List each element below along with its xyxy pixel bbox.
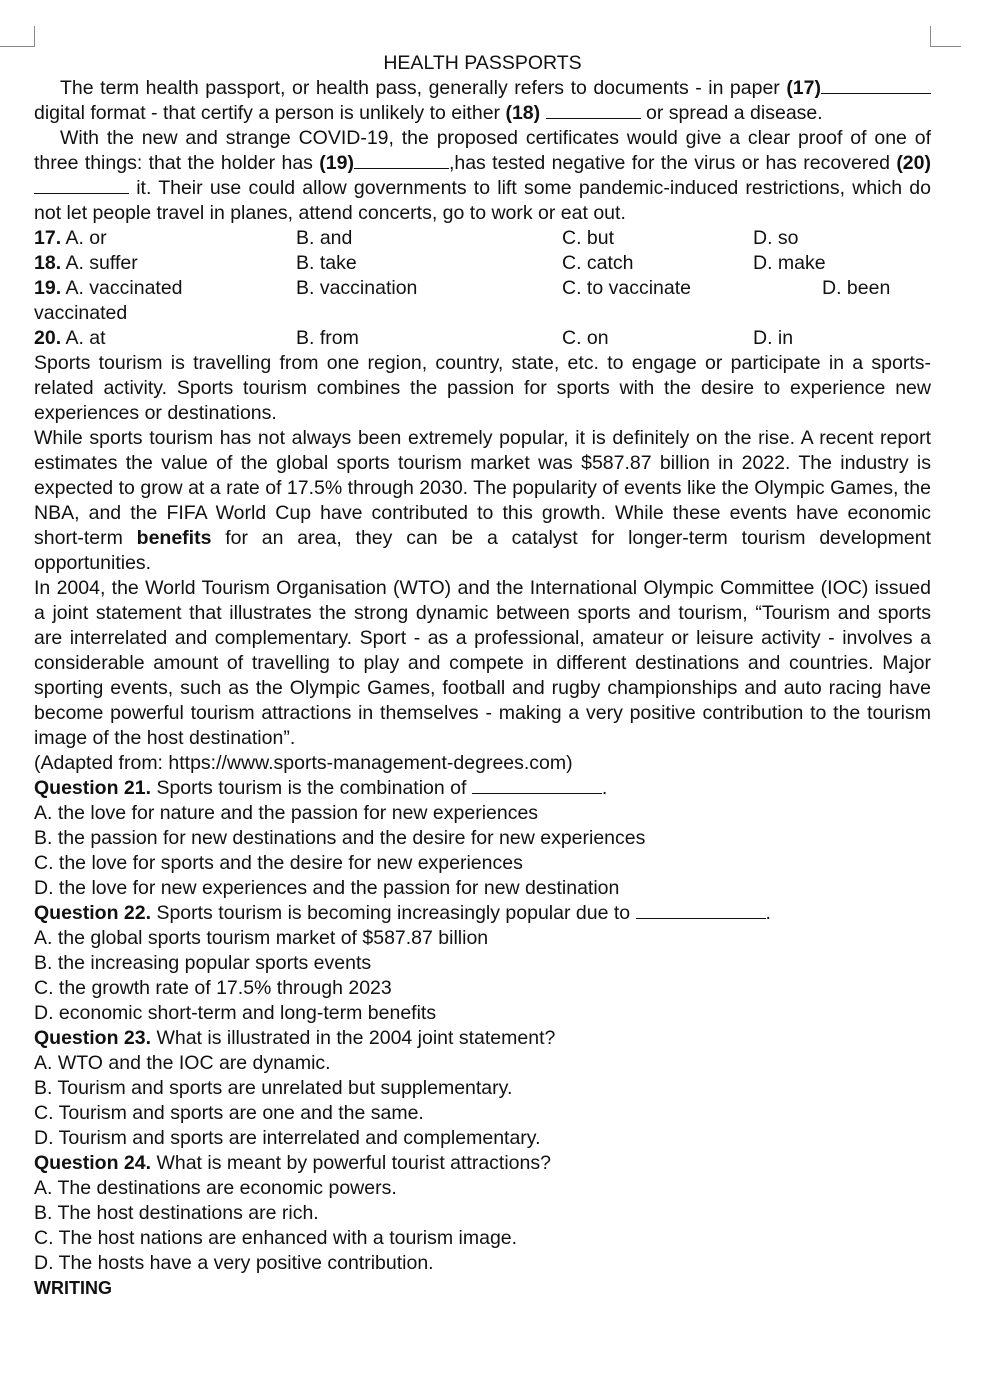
question-label: Question 23. — [34, 1027, 152, 1049]
option-c[interactable]: C. The host nations are enhanced with a tourism image. — [34, 1227, 518, 1249]
question-label: Question 24. — [34, 1152, 152, 1174]
option-c[interactable]: C. the growth rate of 17.5% through 2023 — [34, 977, 392, 999]
option-a[interactable]: A. The destinations are economic powers. — [34, 1177, 397, 1199]
option-b[interactable]: B. the increasing popular sports events — [34, 952, 372, 974]
option-c[interactable]: C. catch — [562, 252, 634, 274]
question-text: What is meant by powerful tourist attractions? — [151, 1152, 551, 1174]
option-d[interactable]: D. The hosts have a very positive contribution. — [34, 1252, 434, 1274]
option-c[interactable]: C. Tourism and sports are one and the same. — [34, 1102, 424, 1124]
answer-blank[interactable] — [472, 778, 602, 794]
reading-paragraph-2 — [34, 426, 931, 576]
option-b[interactable]: B. the passion for new destinations and the desire for new experiences — [34, 827, 646, 849]
option-d-continuation: vaccinated — [34, 302, 128, 324]
reading-paragraph-3: In 2004, the World Tourism Organisation (WTO) and the International Olympic Committee (IOC) issued a joint statement that illustrates the strong dynamic between sports and tourism, “Tourism and sports are interrelated and complementary. Sport - as a professional, amateur or leisure activity - involves a considerable amount of travelling to play and compete in different destinations and countries. Major sporting events, such as the Olympic Games, football and rugby championships and auto racing have become powerful tourism attractions in themselves - making a very positive contribution to the tourism image of the host destination”. — [34, 577, 931, 749]
gap-number-19: (19) — [319, 152, 354, 174]
cloze-paragraph-2 — [34, 126, 931, 226]
reading-paragraph-1: Sports tourism is travelling from one region, country, state, etc. to engage or participate in a sports-related activity. Sports tourism combines the passion for sports with the desire to experience new experiences or destinations. — [34, 352, 931, 424]
option-a[interactable]: A. vaccinated — [65, 277, 183, 299]
option-d[interactable]: D. been — [822, 277, 891, 299]
question-21 — [34, 776, 931, 901]
gap-number-17: (17) — [786, 77, 821, 99]
cloze-text: digital format - that certify a person is unlikely to either — [34, 102, 506, 124]
question-23 — [34, 1026, 931, 1151]
question-text: What is illustrated in the 2004 joint statement? — [151, 1027, 556, 1049]
question-number: 20. — [34, 327, 62, 349]
cloze-question-18 — [34, 251, 931, 276]
document-title: HEALTH PASSPORTS — [383, 52, 582, 74]
question-stem — [34, 776, 931, 801]
option-a[interactable]: A. at — [65, 327, 106, 349]
option-b[interactable]: B. and — [296, 227, 353, 249]
question-text: . — [601, 777, 608, 799]
source-citation: (Adapted from: https://www.sports-management-degrees.com) — [34, 752, 573, 774]
bold-word: benefits — [136, 527, 212, 549]
question-number: 19. — [34, 277, 62, 299]
option-c[interactable]: C. but — [562, 227, 615, 249]
option-d[interactable]: D. make — [753, 252, 826, 274]
question-text: Sports tourism is the combination of — [151, 777, 472, 799]
cloze-question-20 — [34, 326, 931, 351]
option-c[interactable]: C. on — [562, 327, 609, 349]
reading-text: While sports tourism has not always been extremely popular, it is definitely on the rise. A recent report estimates the value of the global sports tourism market was $587.87 billion in 2022. The industry is expected to grow at a rate of 17.5% through 2030. The popularity of events like the Olympic Games, the NBA, and the FIFA World Cup have contributed to this growth. While these events have economic short-term — [34, 427, 931, 549]
question-stem — [34, 901, 931, 926]
option-d[interactable]: D. in — [753, 327, 794, 349]
option-c[interactable]: C. the love for sports and the desire for new experiences — [34, 852, 523, 874]
option-d[interactable]: D. so — [753, 227, 799, 249]
question-stem — [34, 1151, 931, 1176]
option-b[interactable]: B. vaccination — [296, 277, 418, 299]
question-22 — [34, 901, 931, 1026]
gap-blank-18[interactable] — [546, 103, 641, 119]
question-stem — [34, 1026, 931, 1051]
gap-blank-19[interactable] — [354, 153, 449, 169]
option-b[interactable]: B. take — [296, 252, 357, 274]
cloze-question-19 — [34, 276, 931, 301]
answer-blank[interactable] — [636, 903, 766, 919]
gap-number-20: (20) — [896, 152, 931, 174]
gap-blank-20[interactable] — [34, 178, 129, 194]
question-text: Sports tourism is becoming increasingly popular due to — [151, 902, 636, 924]
option-a[interactable]: A. or — [65, 227, 107, 249]
cloze-question-17 — [34, 226, 931, 251]
cloze-paragraph-1 — [34, 76, 931, 126]
option-b[interactable]: B. from — [296, 327, 359, 349]
document-page — [34, 51, 931, 1301]
option-d[interactable]: D. the love for new experiences and the passion for new destination — [34, 877, 620, 899]
page-corner-mark-left — [0, 26, 35, 47]
page-corner-mark-right — [930, 26, 961, 47]
gap-number-18: (18) — [505, 102, 541, 124]
question-text: . — [765, 902, 771, 924]
option-a[interactable]: A. suffer — [65, 252, 138, 274]
option-a[interactable]: A. WTO and the IOC are dynamic. — [34, 1052, 331, 1074]
option-c[interactable]: C. to vaccinate — [562, 277, 691, 299]
cloze-text: or spread a disease. — [640, 102, 823, 124]
gap-blank-17[interactable] — [821, 78, 931, 94]
question-24 — [34, 1151, 931, 1276]
question-number: 18. — [34, 252, 62, 274]
writing-heading: WRITING — [34, 1278, 112, 1298]
question-number: 17. — [34, 227, 62, 249]
cloze-text: With the new and strange COVID-19, the proposed certificates would give a clear proof of one of three things: that the holder has — [34, 127, 931, 174]
cloze-text: it. Their use could allow governments to lift some pandemic-induced restrictions, which do not let people travel in planes, attend concerts, go to work or eat out. — [34, 177, 931, 224]
cloze-text: The term health passport, or health pass, generally refers to documents - in paper — [60, 77, 780, 99]
reading-text: for an area, they can be a catalyst for longer-term tourism development opportunities. — [34, 527, 931, 574]
option-d[interactable]: D. Tourism and sports are interrelated and complementary. — [34, 1127, 541, 1149]
question-label: Question 21. — [34, 777, 152, 799]
option-b[interactable]: B. Tourism and sports are unrelated but supplementary. — [34, 1077, 513, 1099]
option-b[interactable]: B. The host destinations are rich. — [34, 1202, 319, 1224]
option-a[interactable]: A. the global sports tourism market of $587.87 billion — [34, 927, 489, 949]
option-a[interactable]: A. the love for nature and the passion for new experiences — [34, 802, 539, 824]
option-d[interactable]: D. economic short-term and long-term benefits — [34, 1002, 437, 1024]
question-label: Question 22. — [34, 902, 152, 924]
cloze-text: ,has tested negative for the virus or has recovered — [448, 152, 897, 174]
